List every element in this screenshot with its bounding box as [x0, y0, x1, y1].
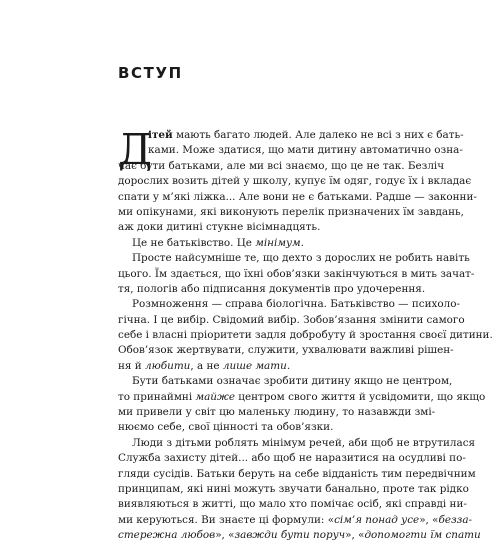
- chapter-heading: ВСТУП: [118, 64, 183, 82]
- text-line: виявляються в житті, що мало хто помічає осіб, які справді ни-: [118, 498, 467, 511]
- text-line: Це не батьківство. Це мінімум.: [132, 236, 304, 249]
- text-line: ми керуються. Ви знаєте ці формули: «сім’я понад усе», «безза-: [118, 513, 473, 526]
- text-line: принципам, які нині можуть звучати банально, проте так рідко: [118, 482, 469, 495]
- text-line: ня й любити, а не лише мати.: [118, 359, 291, 372]
- text-line: аж доки дитині стукне вісімнадцять.: [118, 221, 321, 234]
- text-line: ітей мають багато людей. Але далеко не всі з них є бать-: [148, 129, 464, 141]
- text-line: дорослих возить дітей у школу, купує їм одяг, годує їх і вкладає: [118, 175, 472, 188]
- text-line: Розмноження — справа біологічна. Батьківство — психоло-: [132, 298, 461, 311]
- text-line: чає бути батьками, але ми всі знаємо, що це не так. Безліч: [118, 159, 445, 172]
- text-line: цього. Їм здається, що їхні обов’язки закінчуються в мить зачат-: [118, 267, 475, 280]
- text-line: Люди з дітьми роблять мінімум речей, аби щоб не втрутилася: [132, 436, 476, 449]
- text-line: ми привели у світ цю маленьку людину, то назавжди змі-: [118, 406, 436, 419]
- text-line: то принаймні майже центром свого життя й усвідомити, що якщо: [118, 390, 486, 403]
- drop-cap-letter: Д: [118, 125, 153, 174]
- text-line: Просте найсумніше те, що дехто з дорослих не робить навіть: [132, 252, 470, 265]
- text-line: ками. Може здатися, що мати дитину автоматично озна-: [148, 144, 463, 157]
- text-line: гляди сусідів. Батьки беруть на себе відданість тим передвічним: [118, 467, 476, 480]
- text-line: Обов’язок жертвувати, служити, ухвалювати важливі рішен-: [118, 344, 454, 357]
- text-line: тя, пологів або підписання документів про удочерення.: [118, 282, 426, 295]
- text-line: ми опікунами, які виконують перелік призначених їм завдань,: [118, 205, 464, 218]
- text-line: спати у м’які ліжка... Але вони не є батьками. Радше — законни-: [118, 190, 477, 203]
- text-line: нюємо себе, свої цінності та обов’язки.: [118, 421, 334, 434]
- text-line: гічна. І це вибір. Свідомий вибір. Зобов’язання змінити самого: [118, 313, 465, 326]
- text-line: Служба захисту дітей... або щоб не наразитися на осудливі по-: [118, 452, 466, 465]
- text-line: стережна любов», «завжди бути поруч», «допомогти їм спати: [118, 529, 481, 542]
- text-line: себе і власні пріоритети задля добробуту й зростання своєї дитини.: [118, 329, 493, 342]
- body-text: [118, 125, 493, 544]
- text-line: Бути батьками означає зробити дитину якщо не центром,: [132, 375, 453, 388]
